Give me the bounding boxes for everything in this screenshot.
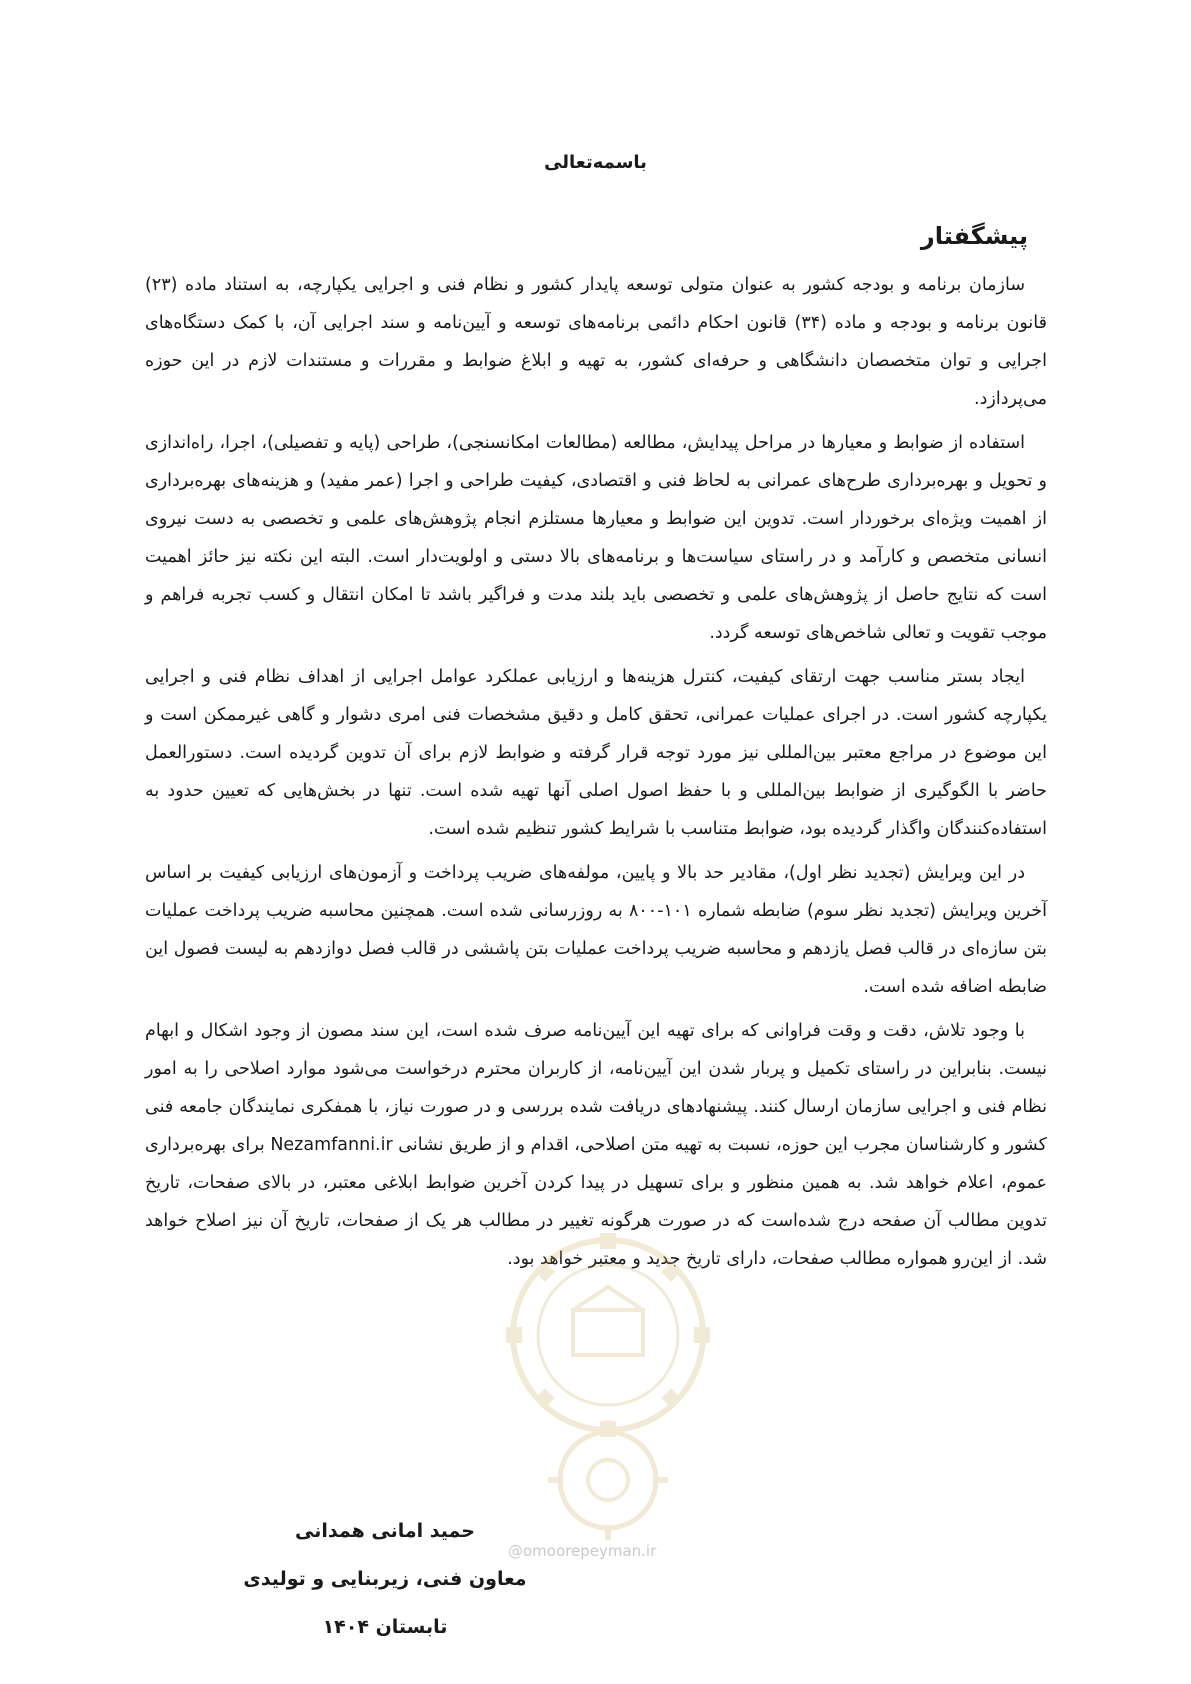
signatory-position: معاون فنی، زیربنایی و تولیدی <box>243 1568 527 1590</box>
basmala: باسمه‌تعالی <box>544 152 647 173</box>
paragraph-2: استفاده از ضوابط و معیارها در مراحل پیدایش، مطالعه (مطالعات امکانسنجی)، طراحی (پایه و تفصیلی)، اجرا، راه‌اندازی و تحویل و بهره‌برداری طرح‌های عمرانی به لحاظ فنی و اقتصادی، کیفیت طراحی و اجرا (عمر مفید) و هزینه‌های بهره‌برداری از اهمیت ویژه‌ای برخوردار است. تدوین این ضوابط و معیارها مستلزم انجام پژوهش‌های علمی و تخصصی به دست نیروی انسانی متخصص و کارآمد و در راستای سیاست‌ها و برنامه‌های بالا دستی و اولویت‌دار است. البته این نکته نیز حائز اهمیت است که نتایج حاصل از پژوهش‌های علمی و تخصصی باید بلند مدت و فراگیر باشد تا امکان انتقال و کسب تجربه فراهم و موجب تقویت و تعالی شاخص‌های توسعه گردد. <box>145 433 1047 643</box>
preface-body <box>145 266 1047 1284</box>
watermark-text: @omoorepeyman.ir <box>508 1542 657 1560</box>
paragraph-1: سازمان برنامه و بودجه کشور به عنوان متولی توسعه پایدار کشور و نظام فنی و اجرایی یکپارچه، به استناد ماده (۲۳) قانون برنامه و بودجه و ماده (۳۴) قانون احکام دائمی برنامه‌های توسعه و آیین‌نامه و سند اجرایی آن، با کمک دستگاه‌های اجرایی و توان متخصصان دانشگاهی و حرفه‌ای کشور، به تهیه و ابلاغ ضوابط و مقررات و مستندات لازم در این حوزه می‌پردازد. <box>145 275 1048 409</box>
signature-date: تابستان ۱۴۰۴ <box>322 1616 448 1638</box>
signatory-name: حمید امانی همدانی <box>295 1520 475 1542</box>
paragraph-4: در این ویرایش (تجدید نظر اول)، مقادیر حد بالا و پایین، مولفه‌های ضریب پرداخت و آزمون‌های ارزیابی کیفیت بر اساس آخرین ویرایش (تجدید نظر سوم) ضابطه شماره ۱۰۱-۸۰۰ به روزرسانی شده است. همچنین محاسبه ضریب پرداخت عملیات بتن سازه‌ای در قالب فصل یازدهم و محاسبه ضریب پرداخت عملیات بتن پاششی در قالب فصل دوازدهم به لیست فصول این ضابطه اضافه شده است. <box>145 863 1047 997</box>
page-title: پیشگفتار <box>920 222 1028 250</box>
paragraph-5: با وجود تلاش، دقت و وقت فراوانی که برای تهیه این آیین‌نامه صرف شده است، این سند مصون از وجود اشکال و ابهام نیست. بنابراین در راستای تکمیل و پربار شدن این آیین‌نامه، از کاربران محترم درخواست می‌شود موارد اصلاحی را به امور نظام فنی و اجرایی سازمان ارسال کنند. پیشنهادهای دریافت شده بررسی و در صورت نیاز، با همفکری نمایندگان جامعه فنی کشور و کارشناسان مجرب این حوزه، نسبت به تهیه متن اصلاحی، اقدام و از طریق نشانی Nezamfanni.ir برای بهره‌برداری عموم، اعلام خواهد شد. به همین منظور و برای تسهیل در پیدا کردن آخرین ضوابط ابلاغی معتبر، در بالای صفحات، تاریخ تدوین مطالب آن صفحه درج شده‌است که در صورت هرگونه تغییر در مطالب هر یک از صفحات، تاریخ آن نیز اصلاح خواهد شد. از این‌رو همواره مطالب صفحات، دارای تاریخ جدید و معتبر خواهد بود. <box>145 1021 1047 1269</box>
signature-block <box>210 1507 560 1651</box>
paragraph-3: ایجاد بستر مناسب جهت ارتقای کیفیت، کنترل هزینه‌ها و ارزیابی عملکرد عوامل اجرایی از اهداف نظام فنی و اجرایی یکپارچه کشور است. در اجرای عملیات عمرانی، تحقق کامل و دقیق مشخصات فنی امری دشوار و گاهی غیرممکن است و این موضوع در مراجع معتبر بین‌المللی نیز مورد توجه قرار گرفته و ضوابط لازم برای آن تدوین گردیده است. دستورالعمل حاضر با الگوگیری از ضوابط بین‌المللی و با حفظ اصول اصلی آنها تهیه شده است. تنها در بخش‌هایی که تعیین حدود به استفاده‌کنندگان واگذار گردیده بود، ضوابط متناسب با شرایط کشور تنظیم شده است. <box>145 667 1047 839</box>
